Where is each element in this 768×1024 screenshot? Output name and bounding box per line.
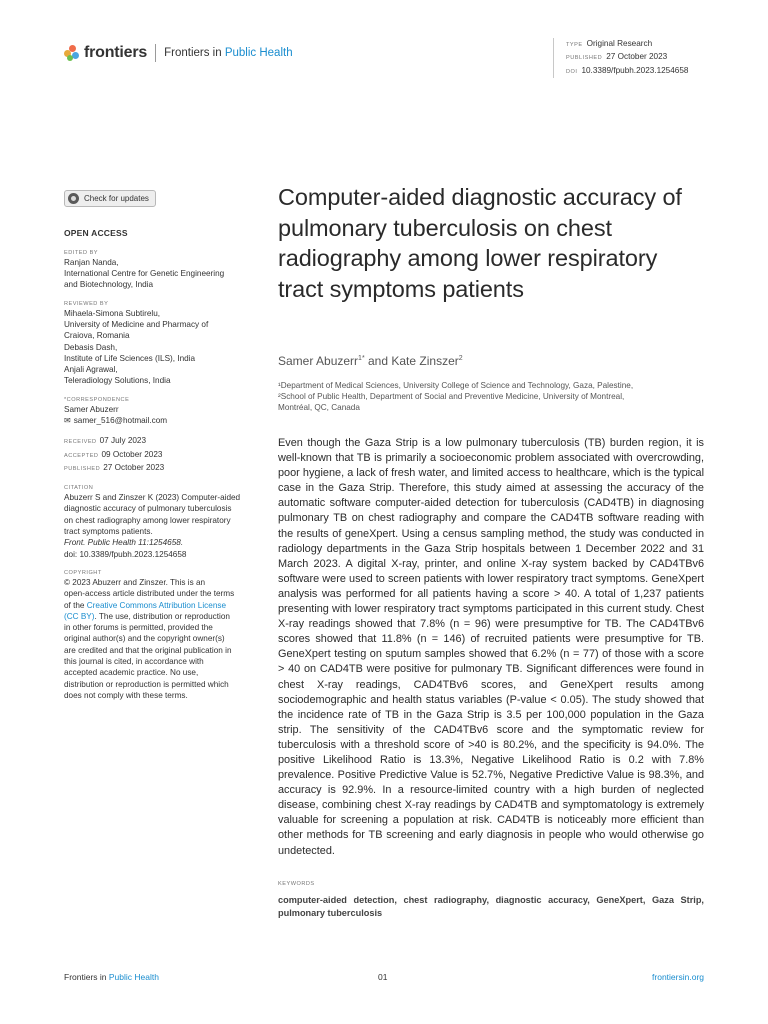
license-link[interactable]: Creative Commons Attribution License [86,600,227,610]
crossmark-icon [68,193,79,204]
cc-by-link[interactable]: (CC BY) [64,611,95,621]
footer-journal: Frontiers in Public Health [64,972,159,982]
article-dates: RECEIVED 07 July 2023 ACCEPTED 09 October 2023 PUBLISHED 27 October 2023 [64,436,165,472]
article-meta [553,38,688,78]
journal-name: Frontiers in Public Health [164,47,293,59]
frontiers-logo[interactable] [64,44,293,62]
citation: Abuzerr S and Zinszer K (2023) Computer-aided diagnostic accuracy of pulmonary tuberculosis on chest radiography among lower respiratory tract symptoms patients. Front. Public Health 11:1254658. doi: 10.3389/fpubh.2023.1254658 [64,493,241,559]
correspondence-email[interactable]: ✉ samer_516@hotmail.com [64,416,168,425]
copyright-label: COPYRIGHT [64,569,102,576]
sidebar [64,190,264,701]
copyright: © 2023 Abuzerr and Zinszer. This is an open-access article distributed under the terms of the Creative Commons Attribution License (CC BY). The use, distribution or reproduction in other forums is permitted, provided the original author(s) and the copyright owner(s) are credited and that the original publication in this journal is cited, in accordance with accepted academic practice. No use, distribution or reproduction is permitted which does not comply with these terms. [64,577,235,700]
doi: DOI 10.3389/fpubh.2023.1254658 [566,65,689,75]
keywords-label: KEYWORDS [278,881,315,887]
authors: Samer Abuzerr$^{1*}$ and Kate Zinszer$^2$ [278,354,463,368]
mail-icon: ✉ [64,416,71,425]
author-2: Kate Zinszer [391,354,459,368]
citation-label: CITATION [64,485,94,492]
page-number: 01 [378,972,388,982]
check-for-updates-button[interactable]: Check for updates [64,190,156,207]
logo-wordmark: frontiers [84,44,148,61]
author-1: Samer Abuzerr [278,354,359,368]
reviewed-by-label: REVIEWED BY [64,300,109,307]
abstract: Even though the Gaza Strip is a low pulmonary tuberculosis (TB) burden region, it is well-known that TB is primarily a socioeconomic problem associated with overcrowding, poor hygiene, a lack of fresh water, and limited access to healthcare, which is the typical case in the Gaza Strip. Therefore, this study aimed at assessing the accuracy of the automatic software computer-aided detection for tuberculosis (CAD4TB) in diagnosing pulmonary TB on chest radiography and compare the CAD4TB software reading with the results of geneXpert. Using a census sampling method, the study was conducted in radiology departments in the Gaza Strip hospitals between 1 December 2022 and 31 March 2023. A digital X-ray, printer, and online X-ray system backed by CAD4TBv6 software were used to screen patients with lower respiratory tract symptoms. GeneXpert analysis was performed for all patients having a score > 40. A total of 1,237 patients presenting with lower respiratory tract symptoms participated in this current study. Chest X-ray readings showed that 7.8% (n = 96) were presumptive for TB. The CAD4TBv6 scores showed that 11.8% (n = 146) of recruited patients were presumptive for TB. GeneXpert testing on sputum samples showed that 6.2% (n = 77) of those with a score > 40 on CAD4TB were positive for pulmonary TB. Significant differences were found in chest X-ray readings, CAD4TBv6 scores, and GeneXpert results among sociodemographic and health status variables (P-value < 0.05). The study showed that the incidence rate of TB in the Gaza Strip is 3.5 per 100,000 population in the Gaza strip. The sensitivity of the CAD4TBv6 score and the symptomatic review for tuberculosis with a threshold score of >40 is 80.2%, and the specificity is 94.0%. The positive Likelihood Ratio is 13.3%, Negative Likelihood Ratio is 0.2 with 7.8% prevalence. Positive Predictive Value is 52.7%, Negative Predictive Value is 98.3%, and accuracy is 92.9%. In a resource-limited country with a high burden of neglected disease, combining chest X-ray readings by CAD4TB and symptomatology is extremely valuable for screening a population at risk. CAD4TB is noticeably more efficient than other methods for TB screening and early diagnosis in people who would otherwise go undetected. [278,437,704,857]
logo-divider [155,44,156,62]
article-title: Computer-aided diagnostic accuracy of pulmonary tuberculosis on chest radiography among lower respiratory tract symptoms patients [278,184,682,302]
keywords: computer-aided detection, chest radiography, diagnostic accuracy, GeneXpert, Gaza Strip, pulmonary tuberculosis [278,895,704,918]
edited-by-label: EDITED BY [64,249,99,256]
published-date: PUBLISHED 27 October 2023 [566,52,668,62]
article-type: TYPE Original Research [566,39,653,48]
reviewed-by: Mihaela-Simona Subtirelu, University of Medicine and Pharmacy of Craiova, Romania Debasis Dash, Institute of Life Sciences (ILS), India Anjali Agrawal, Teleradiology Solutions, India [64,308,209,386]
correspondence-name: Samer Abuzerr [64,404,119,414]
correspondence-label: *CORRESPONDENCE [64,396,130,403]
open-access-label: OPEN ACCESS [64,228,128,239]
footer-site-link[interactable]: frontiersin.org [652,972,704,982]
edited-by: Ranjan Nanda, International Centre for Genetic Engineering and Biotechnology, India [64,257,225,290]
frontiers-logo-icon [64,45,80,61]
affiliations: ¹Department of Medical Sciences, University College of Science and Technology, Gaza, Palestine, ²School of Public Health, Department of Social and Preventive Medicine, University of Montreal, Montréal, QC, Canada [278,381,634,412]
correspondence [64,404,264,427]
